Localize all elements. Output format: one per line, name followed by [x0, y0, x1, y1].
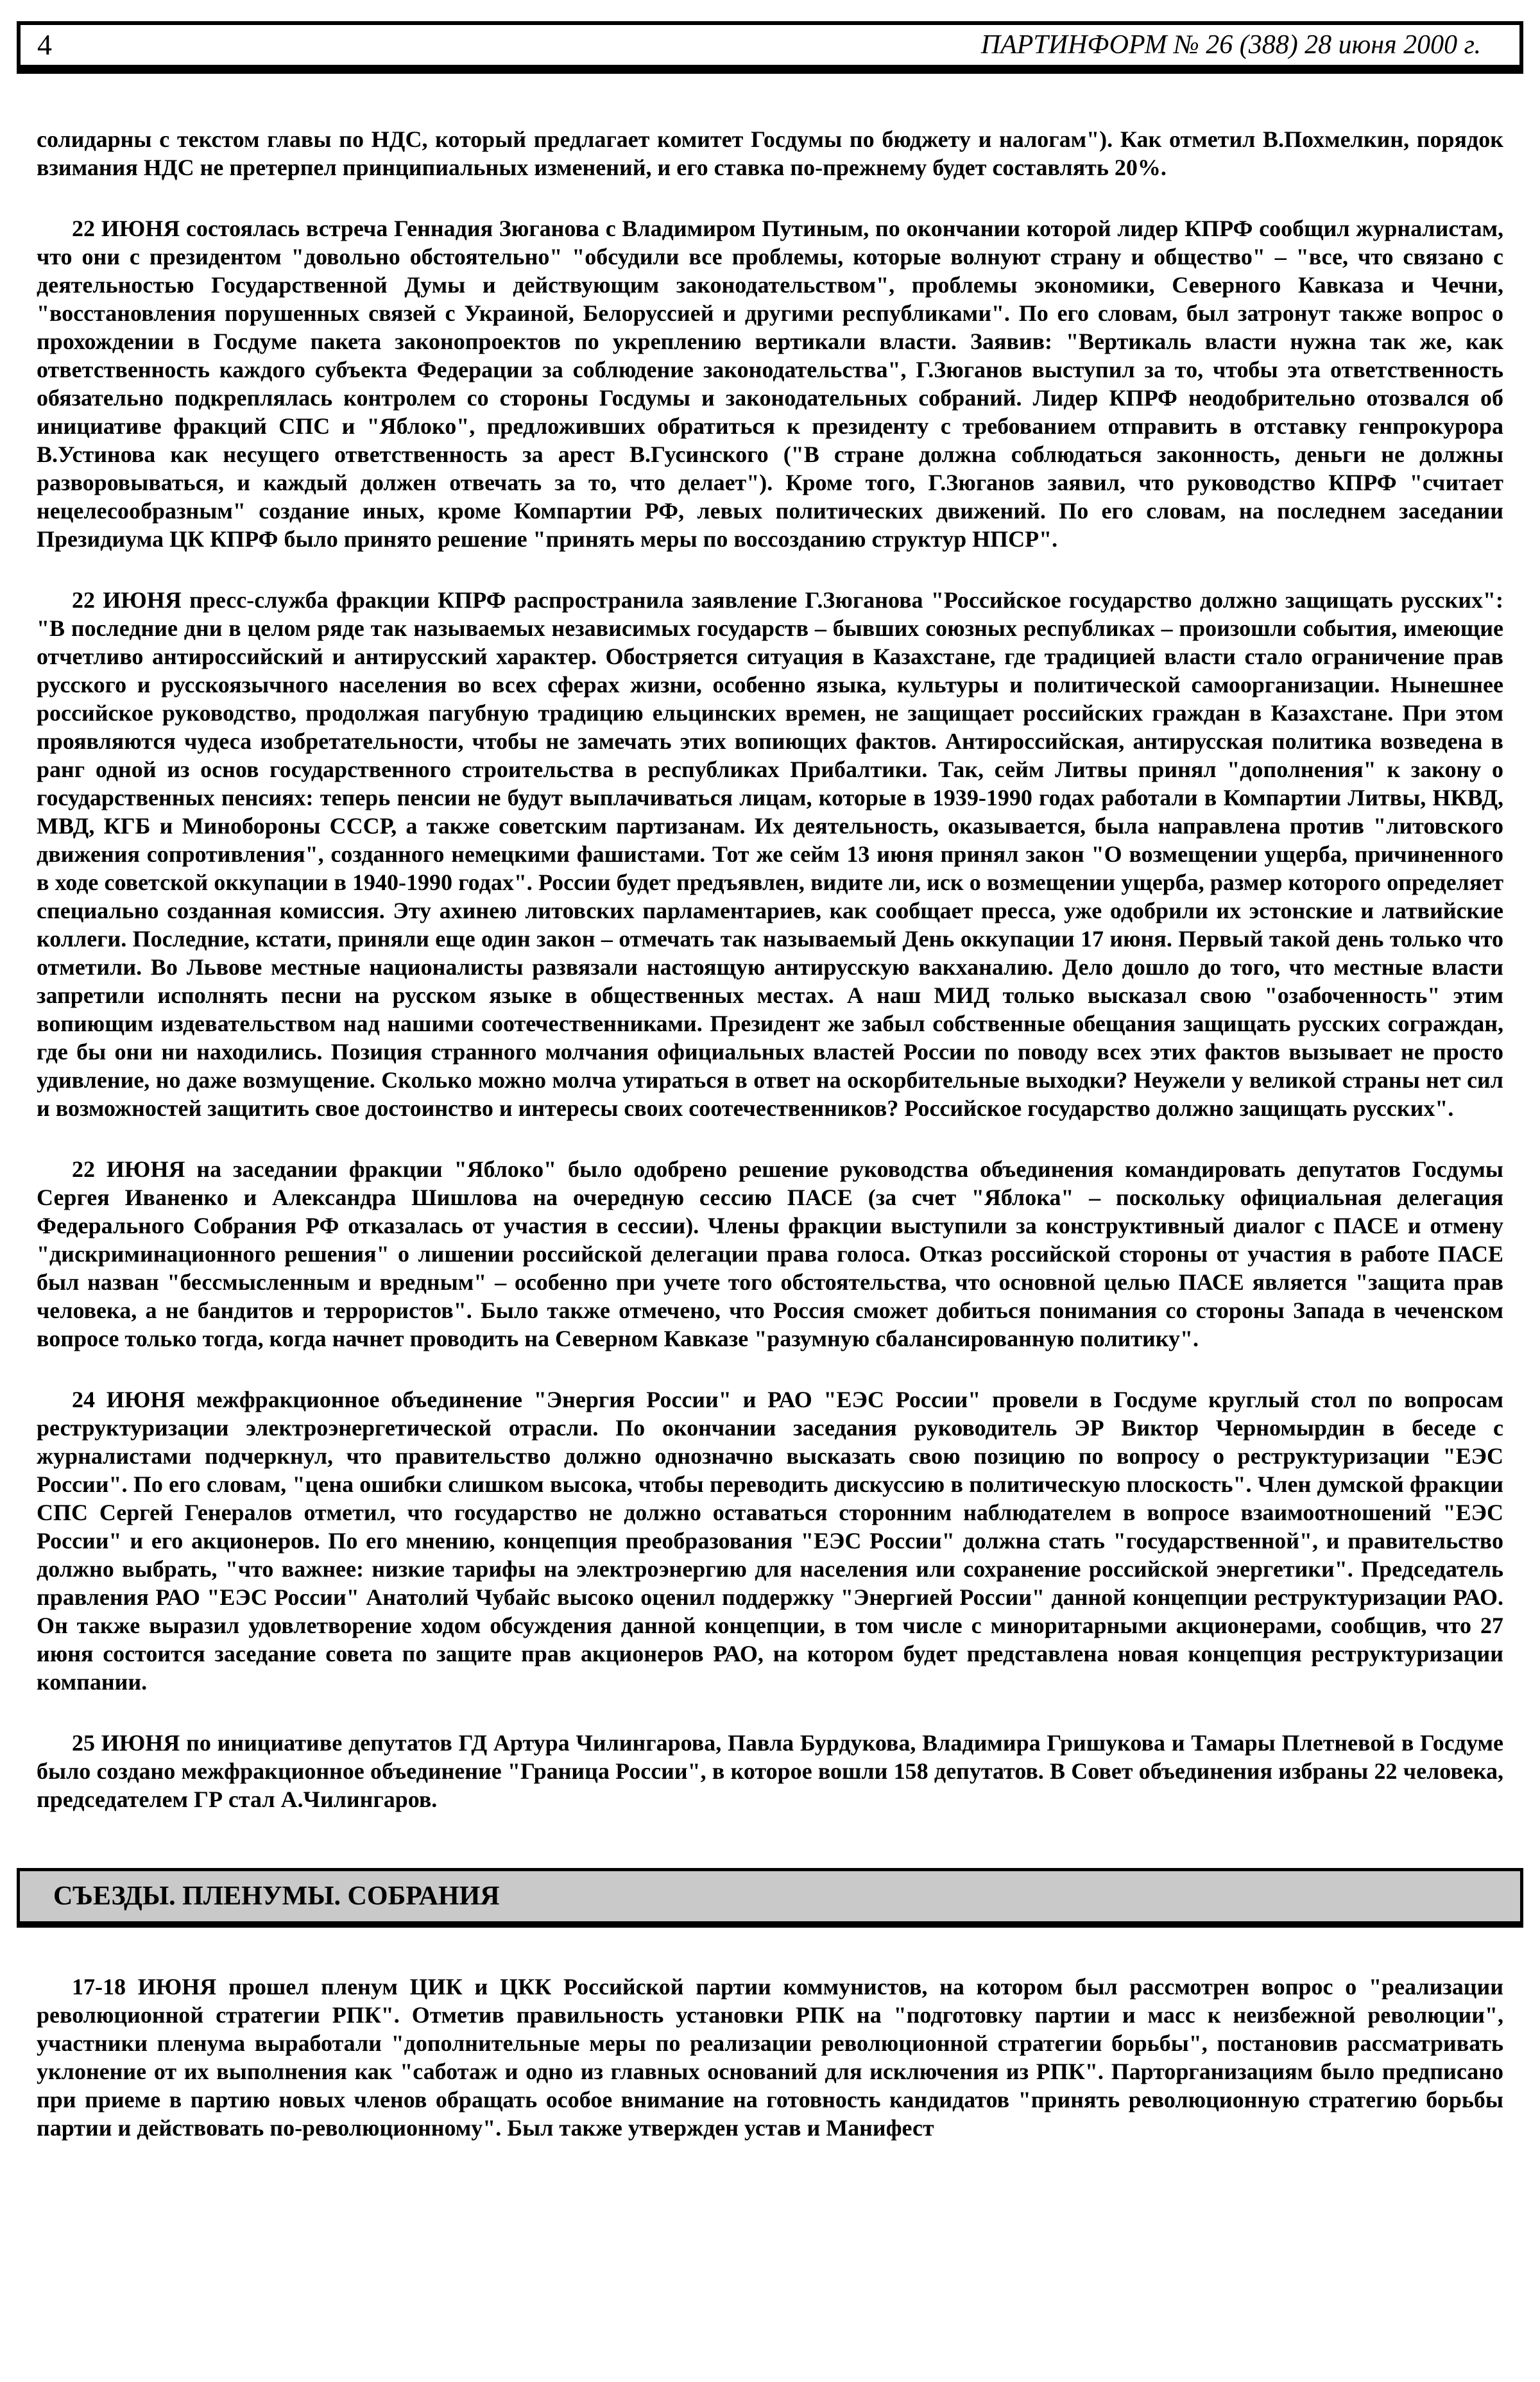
newsletter-title: ПАРТИНФОРМ № 26 (388) 28 июня 2000 г.	[980, 30, 1481, 60]
page-number: 4	[37, 28, 52, 61]
section-paragraph-rpk-plenum: 17-18 ИЮНЯ прошел пленум ЦИК и ЦКК Российской партии коммунистов, на котором был рассмотрен вопрос о "реализации революционной стратегии РПК". Отметив правильность установки РПК на "подготовку партии и масс к неизбежной революции", участники пленума выработали "дополнительные меры по реализации революционной стратегии борьбы", постановив рассматривать уклонение от их выполнения как "саботаж и одно из главных оснований для исключения из РПК". Парторганизациям было предписано при приеме в партию новых членов обращать особое внимание на готовность кандидатов "принять революционную стратегию борьбы партии и действовать по-революционному". Был также утвержден устав и Манифест	[37, 1974, 1503, 2141]
news-paragraph-yabloko-pace: 22 ИЮНЯ на заседании фракции "Яблоко" было одобрено решение руководства объединения командировать депутатов Госдумы Сергея Иваненко и Александра Шишлова на очередную сессию ПАСЕ (за счет "Яблока" – поскольку официальная делегация Федерального Собрания РФ отказалась от участия в сессии). Члены фракции выступили за конструктивный диалог с ПАСЕ и отмену "дискриминационного решения" о лишении российской делегации права голоса. Отказ российской стороны от участия в работе ПАСЕ был назван "бессмысленным и вредным" – особенно при учете того обстоятельства, что основной целью ПАСЕ является "защита прав человека, а не бандитов и террористов". Было также отмечено, что Россия сможет добиться понимания со стороны Запада в чеченском вопросе только тогда, когда начнет проводить на Северном Кавказе "разумную сбалансированную политику".	[37, 1156, 1503, 1351]
page-header	[17, 21, 1523, 74]
continuation-paragraph: солидарны с текстом главы по НДС, который предлагает комитет Госдумы по бюджету и налогам"). Как отметил В.Похмелкин, порядок взимания НДС не претерпел принципиальных изменений, и его ставка по-прежнему будет составлять 20%.	[37, 126, 1503, 180]
news-paragraph-zyuganov-putin: 22 ИЮНЯ состоялась встреча Геннадия Зюганова с Владимиром Путиным, по окончании которой лидер КПРФ сообщил журналистам, что они с президентом "довольно обстоятельно" "обсудили все проблемы, которые волнуют страну и общество" – "все, что связано с деятельностью Государственной Думы и действующим законодательством", проблемы экономики, Северного Кавказа и Чечни, "восстановления порушенных связей с Украиной, Белоруссией и другими республиками". По его словам, был затронут также вопрос о прохождении в Госдуме пакета законопроектов по укреплению вертикали власти. Заявив: "Вертикаль власти нужна так же, как ответственность каждого субъекта Федерации за соблюдение законодательства", Г.Зюганов выступил за то, чтобы эта ответственность обязательно подкреплялась контролем со стороны Госдумы и законодательных собраний. Лидер КПРФ неодобрительно отозвался об инициативе фракций СПС и "Яблоко", предложивших обратиться к президенту с требованием отправить в отставку генпрокурора В.Устинова как несущего ответственность за арест В.Гусинского ("В стране должна соблюдаться законность, деньги не должны разворовываться, и каждый должен отвечать за то, что делает"). Кроме того, Г.Зюганов заявил, что руководство КПРФ "считает нецелесообразным" создание иных, кроме Компартии РФ, левых политических движений. По его словам, на последнем заседании Президиума ЦК КПРФ было принято решение "принять меры по воссозданию структур НПСР".	[37, 216, 1503, 552]
section-title: СЪЕЗДЫ. ПЛЕНУМЫ. СОБРАНИЯ	[53, 1881, 500, 1911]
page-body	[37, 74, 1503, 2142]
news-paragraph-granitsa-rossii: 25 ИЮНЯ по инициативе депутатов ГД Артура Чилингарова, Павла Бурдукова, Владимира Гришукова и Тамары Плетневой в Госдуме было создано межфракционное объединение "Граница России", в которое вошли 158 депутатов. В Совет объединения избраны 22 человека, председателем ГР стал А.Чилингаров.	[37, 1730, 1503, 1812]
news-paragraph-kprf-statement: 22 ИЮНЯ пресс-служба фракции КПРФ распространила заявление Г.Зюганова "Российское государство должно защищать русских": "В последние дни в целом ряде так называемых независимых государств – бывших союзных республиках – произошли события, имеющие отчетливо антироссийский и антирусский характер. Обостряется ситуация в Казахстане, где традицией власти стало ограничение прав русского и русскоязычного населения во всех сферах жизни, особенно языка, культуры и политической самоорганизации. Нынешнее российское руководство, продолжая пагубную традицию ельцинских времен, не защищает российских граждан в Казахстане. При этом проявляются чудеса изобретательности, чтобы не замечать этих вопиющих фактов. Антироссийская, антирусская политика возведена в ранг одной из основ государственного строительства в республиках Прибалтики. Так, сейм Литвы принял "дополнения" к закону о государственных пенсиях: теперь пенсии не будут выплачиваться лицам, которые в 1939-1990 годах работали в Компартии Литвы, НКВД, МВД, КГБ и Минобороны СССР, а также советским партизанам. Их деятельность, оказывается, была направлена против "литовского движения сопротивления", созданного немецкими фашистами. Тот же сейм 13 июня принял закон "О возмещении ущерба, причиненного в ходе советской оккупации в 1940-1990 годах". России будет предъявлен, видите ли, иск о возмещении ущерба, размер которого определяет специально созданная комиссия. Эту ахинею литовских парламентариев, как сообщает пресса, уже одобрили их эстонские и латвийские коллеги. Последние, кстати, приняли еще один закон – отмечать так называемый День оккупации 17 июня. Первый такой день только что отметили. Во Львове местные националисты развязали настоящую антирусскую вакханалию. Дело дошло до того, что местные власти запретили исполнять песни на русском языке в общественных местах. А наш МИД только высказал свою "озабоченность" этим вопиющим издевательством над нашими соотечественниками. Президент же забыл собственные обещания защищать русских сограждан, где бы они ни находились. Позиция странного молчания официальных властей России по поводу всех этих фактов вызывает не просто удивление, но даже возмущение. Сколько можно молча утираться в ответ на оскорбительные выходки? Неужели у великой страны нет сил и возможностей защитить свое достоинство и интересы своих соотечественников? Российское государство должно защищать русских".	[37, 587, 1503, 1121]
news-paragraph-energy-russia: 24 ИЮНЯ межфракционное объединение "Энергия России" и РАО "ЕЭС России" провели в Госдуме круглый стол по вопросам реструктуризации электроэнергетической отрасли. По окончании заседания руководитель ЭР Виктор Черномырдин в беседе с журналистами подчеркнул, что правительство должно однозначно высказать свою позицию по вопросу о реструктуризации "ЕЭС России". По его словам, "цена ошибки слишком высока, чтобы переводить дискуссию в политическую плоскость". Член думской фракции СПС Сергей Генералов отметил, что государство не должно оставаться сторонним наблюдателем в вопросе взаимоотношений "ЕЭС России" и его акционеров. По его мнению, концепция преобразования "ЕЭС России" должна стать "государственной", и правительство должно выбрать, "что важнее: низкие тарифы на электроэнергию для населения или сохранение российской энергетики". Председатель правления РАО "ЕЭС России" Анатолий Чубайс высоко оценил поддержку "Энергией России" данной концепции реструктуризации РАО. Он также выразил удовлетворение ходом обсуждения данной концепции, в том числе с миноритарными акционерами, сообщив, что 27 июня состоится заседание совета по защите прав акционеров РАО, на котором будет представлена новая концепция реструктуризации компании.	[37, 1387, 1503, 1695]
section-header-box	[17, 1868, 1523, 1928]
